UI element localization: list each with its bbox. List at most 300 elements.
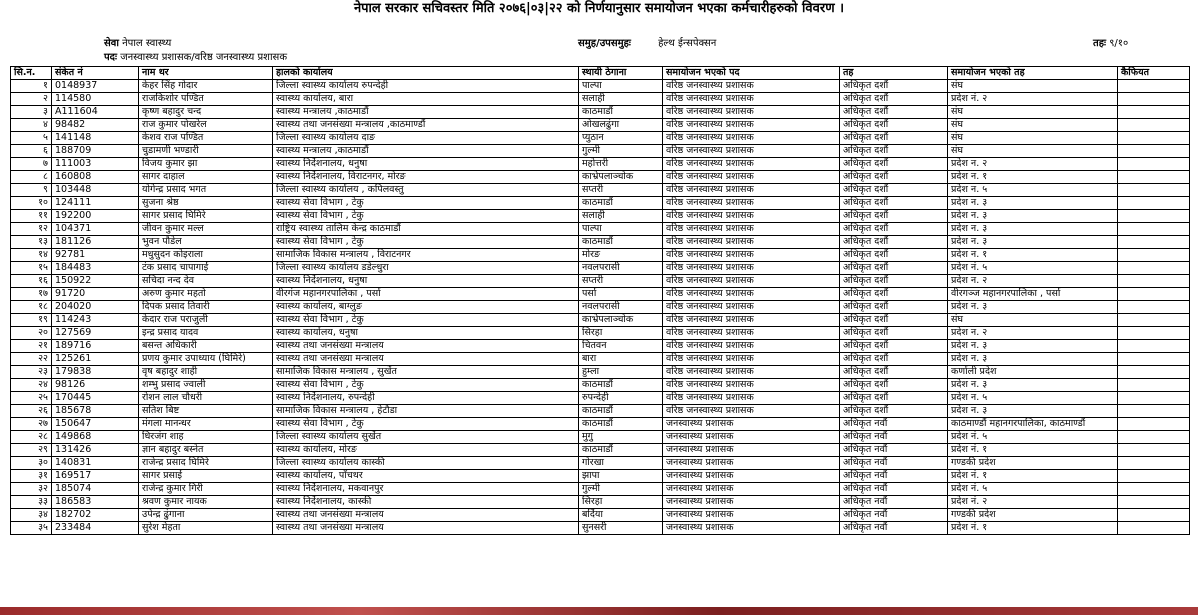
cell-remarks: [1118, 405, 1190, 418]
cell-office: स्वास्थ्य निर्देशनालय, विराटनगर, मोरङ: [273, 171, 579, 184]
cell-adjusted-level: प्रदेश न. २: [948, 327, 1118, 340]
cell-level: अधिकृत दशौं: [840, 106, 948, 119]
cell-post: जनस्वास्थ्य प्रशासक: [663, 444, 840, 457]
header-post: समायोजन भएको पद: [663, 67, 840, 80]
cell-adjusted-level: वीरगञ्ज महानगरपालिका , पर्सा: [948, 288, 1118, 301]
table-row: [11, 184, 1190, 197]
cell-name: रोशन लाल चौधरी: [139, 392, 273, 405]
group-line: [578, 38, 716, 50]
cell-office: सामाजिक विकास मन्त्रालय , सुर्खेत: [273, 366, 579, 379]
header-name: नाम थर: [139, 67, 273, 80]
cell-remarks: [1118, 392, 1190, 405]
cell-office: स्वास्थ्य निर्देशनालय, रुपन्देही: [273, 392, 579, 405]
cell-post: वरिष्ठ जनस्वास्थ्य प्रशासक: [663, 275, 840, 288]
cell-office: स्वास्थ्य सेवा विभाग , टेकु: [273, 210, 579, 223]
cell-address: मुगु: [579, 431, 663, 444]
table-row: [11, 106, 1190, 119]
cell-address: काठमाडौं: [579, 106, 663, 119]
cell-remarks: [1118, 93, 1190, 106]
cell-serial: २७: [11, 418, 52, 431]
cell-remarks: [1118, 444, 1190, 457]
table-header-row: [11, 67, 1190, 80]
cell-code: 160808: [52, 171, 139, 184]
cell-serial: १७: [11, 288, 52, 301]
cell-name: सागर प्रसाई: [139, 470, 273, 483]
cell-name: मंगला मानन्धर: [139, 418, 273, 431]
cell-level: अधिकृत नवौं: [840, 418, 948, 431]
cell-serial: २४: [11, 379, 52, 392]
cell-code: 104371: [52, 223, 139, 236]
cell-remarks: [1118, 366, 1190, 379]
cell-code: 92781: [52, 249, 139, 262]
cell-office: स्वास्थ्य तथा जनसंख्या मन्त्रालय: [273, 522, 579, 535]
cell-office: स्वास्थ्य सेवा विभाग , टेकु: [273, 236, 579, 249]
cell-remarks: [1118, 431, 1190, 444]
level-line: [1093, 38, 1128, 50]
cell-name: राजकिशोर पण्डित: [139, 93, 273, 106]
cell-code: 98482: [52, 119, 139, 132]
cell-code: 114580: [52, 93, 139, 106]
cell-adjusted-level: प्रदेश न. ३: [948, 353, 1118, 366]
cell-serial: १२: [11, 223, 52, 236]
cell-level: अधिकृत दशौं: [840, 210, 948, 223]
cell-serial: ३: [11, 106, 52, 119]
cell-adjusted-level: प्रदेश न. ३: [948, 340, 1118, 353]
cell-level: अधिकृत दशौं: [840, 327, 948, 340]
cell-level: अधिकृत दशौं: [840, 184, 948, 197]
cell-adjusted-level: प्रदेश न. ३: [948, 210, 1118, 223]
cell-serial: ९: [11, 184, 52, 197]
cell-address: काठमाडौं: [579, 418, 663, 431]
group-label: समुह/उपसमुहः: [578, 38, 631, 49]
cell-level: अधिकृत दशौं: [840, 145, 948, 158]
cell-office: स्वास्थ्य सेवा विभाग , टेकु: [273, 418, 579, 431]
cell-remarks: [1118, 301, 1190, 314]
cell-serial: २१: [11, 340, 52, 353]
cell-name: सागर प्रसाद घिमिरे: [139, 210, 273, 223]
cell-post: वरिष्ठ जनस्वास्थ्य प्रशासक: [663, 314, 840, 327]
cell-address: सलाही: [579, 93, 663, 106]
table-row: [11, 457, 1190, 470]
table-row: [11, 418, 1190, 431]
cell-office: स्वास्थ्य कार्यालय, पाँचथर: [273, 470, 579, 483]
cell-level: अधिकृत दशौं: [840, 405, 948, 418]
cell-name: सुजना श्रेष्ठ: [139, 197, 273, 210]
cell-address: काठमाडौं: [579, 444, 663, 457]
cell-post: जनस्वास्थ्य प्रशासक: [663, 431, 840, 444]
cell-name: प्रणय कुमार उपाध्याय (घिमिरे): [139, 353, 273, 366]
cell-code: 150922: [52, 275, 139, 288]
table-row: [11, 483, 1190, 496]
cell-code: 114243: [52, 314, 139, 327]
cell-name: कृष्ण बहादुर चन्द: [139, 106, 273, 119]
cell-address: महोत्तरी: [579, 158, 663, 171]
cell-name: श्रवण कुमार नायक: [139, 496, 273, 509]
cell-serial: १: [11, 80, 52, 93]
cell-post: वरिष्ठ जनस्वास्थ्य प्रशासक: [663, 171, 840, 184]
table-row: [11, 301, 1190, 314]
cell-serial: १६: [11, 275, 52, 288]
cell-adjusted-level: प्रदेश न. ३: [948, 223, 1118, 236]
cell-remarks: [1118, 470, 1190, 483]
cell-level: अधिकृत दशौं: [840, 197, 948, 210]
cell-code: 140831: [52, 457, 139, 470]
cell-post: जनस्वास्थ्य प्रशासक: [663, 483, 840, 496]
cell-address: चितवन: [579, 340, 663, 353]
table-row: [11, 236, 1190, 249]
cell-adjusted-level: प्रदेश नं. २: [948, 93, 1118, 106]
cell-post: वरिष्ठ जनस्वास्थ्य प्रशासक: [663, 288, 840, 301]
cell-post: वरिष्ठ जनस्वास्थ्य प्रशासक: [663, 145, 840, 158]
cell-office: वीरगंज महानगरपालिका , पर्सा: [273, 288, 579, 301]
cell-post: जनस्वास्थ्य प्रशासक: [663, 418, 840, 431]
cell-address: बर्दिया: [579, 509, 663, 522]
cell-remarks: [1118, 158, 1190, 171]
cell-code: 91720: [52, 288, 139, 301]
cell-address: पर्सा: [579, 288, 663, 301]
cell-serial: २८: [11, 431, 52, 444]
cell-remarks: [1118, 275, 1190, 288]
cell-code: 186583: [52, 496, 139, 509]
cell-code: 149868: [52, 431, 139, 444]
cell-adjusted-level: संघ: [948, 132, 1118, 145]
cell-post: वरिष्ठ जनस्वास्थ्य प्रशासक: [663, 80, 840, 93]
cell-remarks: [1118, 184, 1190, 197]
cell-code: 125261: [52, 353, 139, 366]
cell-address: सिरहा: [579, 496, 663, 509]
cell-remarks: [1118, 145, 1190, 158]
table-row: [11, 405, 1190, 418]
cell-level: अधिकृत नवौं: [840, 444, 948, 457]
cell-adjusted-level: प्रदेश न. १: [948, 171, 1118, 184]
table-row: [11, 314, 1190, 327]
cell-remarks: [1118, 509, 1190, 522]
cell-remarks: [1118, 223, 1190, 236]
cell-serial: ३५: [11, 522, 52, 535]
cell-serial: २०: [11, 327, 52, 340]
cell-code: 185074: [52, 483, 139, 496]
cell-address: काभ्रेपलाञ्चोक: [579, 314, 663, 327]
cell-remarks: [1118, 132, 1190, 145]
cell-office: स्वास्थ्य तथा जनसंख्या मन्त्रालय: [273, 340, 579, 353]
employee-table: [10, 66, 1190, 535]
cell-level: अधिकृत दशौं: [840, 249, 948, 262]
cell-level: अधिकृत दशौं: [840, 366, 948, 379]
cell-serial: १४: [11, 249, 52, 262]
table-row: [11, 366, 1190, 379]
cell-remarks: [1118, 236, 1190, 249]
cell-adjusted-level: प्रदेश न. ३: [948, 379, 1118, 392]
service-line: [104, 38, 171, 50]
cell-post: वरिष्ठ जनस्वास्थ्य प्रशासक: [663, 93, 840, 106]
cell-post: जनस्वास्थ्य प्रशासक: [663, 470, 840, 483]
cell-name: टंक प्रसाद चापागाई: [139, 262, 273, 275]
cell-remarks: [1118, 457, 1190, 470]
cell-office: जिल्ला स्वास्थ्य कार्यालय रुपन्देही: [273, 80, 579, 93]
cell-code: 111003: [52, 158, 139, 171]
cell-name: केदार राज पराजुली: [139, 314, 273, 327]
cell-office: स्वास्थ्य निर्देशनालय, धनुषा: [273, 275, 579, 288]
cell-office: स्वास्थ्य तथा जनसंख्या मन्त्रालय: [273, 353, 579, 366]
cell-name: योगेन्द्र प्रसाद भगत: [139, 184, 273, 197]
cell-serial: ३२: [11, 483, 52, 496]
cell-adjusted-level: प्रदेश न. ३: [948, 236, 1118, 249]
cell-adjusted-level: काठमाण्डौं महानगरपालिका, काठमाण्डौं: [948, 418, 1118, 431]
cell-level: अधिकृत दशौं: [840, 379, 948, 392]
cell-name: अरुण कुमार महतो: [139, 288, 273, 301]
cell-code: 169517: [52, 470, 139, 483]
cell-name: विजय कुमार झा: [139, 158, 273, 171]
cell-code: 185678: [52, 405, 139, 418]
cell-address: सिरहा: [579, 327, 663, 340]
cell-name: सागर दाहाल: [139, 171, 273, 184]
cell-adjusted-level: प्रदेश न. २: [948, 158, 1118, 171]
cell-level: अधिकृत दशौं: [840, 158, 948, 171]
cell-post: वरिष्ठ जनस्वास्थ्य प्रशासक: [663, 184, 840, 197]
cell-adjusted-level: संघ: [948, 80, 1118, 93]
cell-post: वरिष्ठ जनस्वास्थ्य प्रशासक: [663, 132, 840, 145]
cell-code: 181126: [52, 236, 139, 249]
cell-name: बसन्त अधिकारी: [139, 340, 273, 353]
bottom-edge-bar: [0, 607, 1198, 615]
cell-office: स्वास्थ्य कार्यालय, मोरङ: [273, 444, 579, 457]
cell-office: जिल्ला स्वास्थ्य कार्यालय , कपिलवस्तु: [273, 184, 579, 197]
cell-level: अधिकृत दशौं: [840, 236, 948, 249]
cell-code: 182702: [52, 509, 139, 522]
cell-level: अधिकृत दशौं: [840, 353, 948, 366]
cell-post: जनस्वास्थ्य प्रशासक: [663, 496, 840, 509]
header-serial: सि.न.: [11, 67, 52, 80]
cell-serial: ६: [11, 145, 52, 158]
cell-code: 127569: [52, 327, 139, 340]
cell-code: 124111: [52, 197, 139, 210]
cell-address: पाल्पा: [579, 80, 663, 93]
cell-address: हुम्ला: [579, 366, 663, 379]
cell-remarks: [1118, 119, 1190, 132]
post-label: पदः: [104, 52, 118, 63]
cell-remarks: [1118, 327, 1190, 340]
cell-level: अधिकृत नवौं: [840, 483, 948, 496]
cell-post: वरिष्ठ जनस्वास्थ्य प्रशासक: [663, 327, 840, 340]
cell-adjusted-level: गण्डकी प्रदेश: [948, 457, 1118, 470]
cell-adjusted-level: प्रदेश नं. ५: [948, 431, 1118, 444]
cell-serial: २६: [11, 405, 52, 418]
service-value: नेपाल स्वास्थ्य: [122, 38, 172, 49]
cell-address: काठमाडौं: [579, 405, 663, 418]
cell-adjusted-level: संघ: [948, 119, 1118, 132]
cell-code: 103448: [52, 184, 139, 197]
cell-name: धिरजंग शाह: [139, 431, 273, 444]
cell-serial: १५: [11, 262, 52, 275]
cell-level: अधिकृत दशौं: [840, 223, 948, 236]
cell-name: जीवन कुमार मल्ल: [139, 223, 273, 236]
table-row: [11, 93, 1190, 106]
table-row: [11, 210, 1190, 223]
cell-level: अधिकृत नवौं: [840, 470, 948, 483]
cell-office: स्वास्थ्य सेवा विभाग , टेकु: [273, 197, 579, 210]
cell-serial: १०: [11, 197, 52, 210]
cell-adjusted-level: प्रदेश न. ३: [948, 301, 1118, 314]
cell-adjusted-level: प्रदेश न. ३: [948, 197, 1118, 210]
cell-name: चुडामणी भण्डारी: [139, 145, 273, 158]
cell-office: स्वास्थ्य तथा जनसंख्या मन्त्रालय: [273, 509, 579, 522]
cell-adjusted-level: प्रदेश नं. ५: [948, 483, 1118, 496]
cell-post: वरिष्ठ जनस्वास्थ्य प्रशासक: [663, 262, 840, 275]
cell-address: पाल्पा: [579, 223, 663, 236]
cell-adjusted-level: प्रदेश न. २: [948, 275, 1118, 288]
table-row: [11, 171, 1190, 184]
level-label: तहः: [1093, 38, 1107, 49]
cell-address: प्युठान: [579, 132, 663, 145]
cell-office: जिल्ला स्वास्थ्य कार्यालय सुर्खेत: [273, 431, 579, 444]
cell-serial: ३१: [11, 470, 52, 483]
cell-office: स्वास्थ्य कार्यालय, बारा: [273, 93, 579, 106]
cell-adjusted-level: संघ: [948, 314, 1118, 327]
table-row: [11, 496, 1190, 509]
cell-office: स्वास्थ्य मन्त्रालय ,काठमाडौं: [273, 145, 579, 158]
header-address: स्थायी ठेगाना: [579, 67, 663, 80]
cell-post: जनस्वास्थ्य प्रशासक: [663, 457, 840, 470]
table-row: [11, 509, 1190, 522]
cell-remarks: [1118, 171, 1190, 184]
cell-level: अधिकृत दशौं: [840, 80, 948, 93]
cell-serial: १३: [11, 236, 52, 249]
table-row: [11, 327, 1190, 340]
table-row: [11, 470, 1190, 483]
header-office: हालको कार्यालय: [273, 67, 579, 80]
cell-serial: २९: [11, 444, 52, 457]
cell-code: 141148: [52, 132, 139, 145]
cell-serial: १८: [11, 301, 52, 314]
cell-name: शम्भु प्रसाद ज्वाली: [139, 379, 273, 392]
document-title: नेपाल सरकार सचिवस्तर मिति २०७६|०३|२२ को निर्णयानुसार समायोजन भएका कर्मचारीहरुको विवरण ।: [353, 1, 845, 16]
cell-code: 98126: [52, 379, 139, 392]
cell-name: सतिश बिष्ट: [139, 405, 273, 418]
cell-address: काभ्रेपलाञ्चोक: [579, 171, 663, 184]
cell-adjusted-level: प्रदेश न. ५: [948, 184, 1118, 197]
cell-office: स्वास्थ्य सेवा विभाग , टेकु: [273, 379, 579, 392]
cell-code: 192200: [52, 210, 139, 223]
cell-serial: २२: [11, 353, 52, 366]
table-row: [11, 340, 1190, 353]
cell-address: ओखलढुंगा: [579, 119, 663, 132]
table-row: [11, 379, 1190, 392]
cell-serial: ४: [11, 119, 52, 132]
cell-name: मधुसुदन कोइराला: [139, 249, 273, 262]
cell-remarks: [1118, 197, 1190, 210]
cell-post: वरिष्ठ जनस्वास्थ्य प्रशासक: [663, 340, 840, 353]
cell-office: स्वास्थ्य निर्देशनालय, मकवानपुर: [273, 483, 579, 496]
cell-level: अधिकृत दशौं: [840, 314, 948, 327]
cell-serial: ७: [11, 158, 52, 171]
cell-name: उपेन्द्र ढुंगाना: [139, 509, 273, 522]
cell-adjusted-level: प्रदेश नं. १: [948, 522, 1118, 535]
cell-remarks: [1118, 288, 1190, 301]
cell-serial: ५: [11, 132, 52, 145]
cell-post: वरिष्ठ जनस्वास्थ्य प्रशासक: [663, 158, 840, 171]
cell-name: भुवन पौडेल: [139, 236, 273, 249]
cell-post: वरिष्ठ जनस्वास्थ्य प्रशासक: [663, 236, 840, 249]
cell-address: नवलपरासी: [579, 301, 663, 314]
cell-serial: ३३: [11, 496, 52, 509]
cell-remarks: [1118, 483, 1190, 496]
table-row: [11, 353, 1190, 366]
table-row: [11, 145, 1190, 158]
cell-post: वरिष्ठ जनस्वास्थ्य प्रशासक: [663, 197, 840, 210]
cell-post: वरिष्ठ जनस्वास्थ्य प्रशासक: [663, 106, 840, 119]
cell-adjusted-level: प्रदेश नं. ५: [948, 262, 1118, 275]
cell-serial: ८: [11, 171, 52, 184]
cell-level: अधिकृत दशौं: [840, 93, 948, 106]
cell-level: अधिकृत दशौं: [840, 275, 948, 288]
cell-post: वरिष्ठ जनस्वास्थ्य प्रशासक: [663, 223, 840, 236]
cell-office: स्वास्थ्य कार्यालय, बाग्लुङ: [273, 301, 579, 314]
table-row: [11, 80, 1190, 93]
table-row: [11, 392, 1190, 405]
cell-address: काठमाडौं: [579, 236, 663, 249]
cell-address: काठमाडौं: [579, 379, 663, 392]
cell-remarks: [1118, 314, 1190, 327]
cell-office: जिल्ला स्वास्थ्य कार्यालय डडेल्धुरा: [273, 262, 579, 275]
cell-adjusted-level: गण्डकी प्रदेश: [948, 509, 1118, 522]
cell-name: दिपक प्रसाद तिवारी: [139, 301, 273, 314]
cell-serial: १९: [11, 314, 52, 327]
table-row: [11, 431, 1190, 444]
cell-address: गोरखा: [579, 457, 663, 470]
header-level: तह: [840, 67, 948, 80]
table-row: [11, 522, 1190, 535]
cell-address: रुपन्देही: [579, 392, 663, 405]
cell-adjusted-level: प्रदेश नं. १: [948, 444, 1118, 457]
cell-name: राजेन्द्र प्रसाद घिमिरे: [139, 457, 273, 470]
cell-post: वरिष्ठ जनस्वास्थ्य प्रशासक: [663, 249, 840, 262]
cell-adjusted-level: कर्णाली प्रदेश: [948, 366, 1118, 379]
cell-office: स्वास्थ्य निर्देशनालय, धनुषा: [273, 158, 579, 171]
cell-office: जिल्ला स्वास्थ्य कायोलय दाङ: [273, 132, 579, 145]
post-line: [104, 52, 287, 64]
cell-office: स्वास्थ्य मन्त्रालय ,काठमाडौं: [273, 106, 579, 119]
cell-serial: ११: [11, 210, 52, 223]
cell-adjusted-level: प्रदेश न. ५: [948, 392, 1118, 405]
cell-address: बारा: [579, 353, 663, 366]
cell-remarks: [1118, 522, 1190, 535]
table-row: [11, 444, 1190, 457]
cell-adjusted-level: संघ: [948, 145, 1118, 158]
cell-level: अधिकृत दशौं: [840, 132, 948, 145]
cell-address: नवलपरासी: [579, 262, 663, 275]
cell-remarks: [1118, 262, 1190, 275]
cell-adjusted-level: प्रदेश नं. १: [948, 470, 1118, 483]
cell-post: वरिष्ठ जनस्वास्थ्य प्रशासक: [663, 119, 840, 132]
cell-code: 150647: [52, 418, 139, 431]
cell-address: मोरङ: [579, 249, 663, 262]
cell-remarks: [1118, 379, 1190, 392]
cell-name: सुरेश मेहता: [139, 522, 273, 535]
table-row: [11, 249, 1190, 262]
table-row: [11, 132, 1190, 145]
cell-code: 233484: [52, 522, 139, 535]
cell-name: राजेन्द्र कुमार गिरी: [139, 483, 273, 496]
cell-remarks: [1118, 80, 1190, 93]
cell-remarks: [1118, 340, 1190, 353]
cell-code: A111604: [52, 106, 139, 119]
cell-serial: २५: [11, 392, 52, 405]
cell-office: स्वास्थ्य सेवा विभाग , टेकु: [273, 314, 579, 327]
cell-remarks: [1118, 210, 1190, 223]
cell-name: राज कुमार पोखरेल: [139, 119, 273, 132]
cell-code: 131426: [52, 444, 139, 457]
cell-post: वरिष्ठ जनस्वास्थ्य प्रशासक: [663, 353, 840, 366]
